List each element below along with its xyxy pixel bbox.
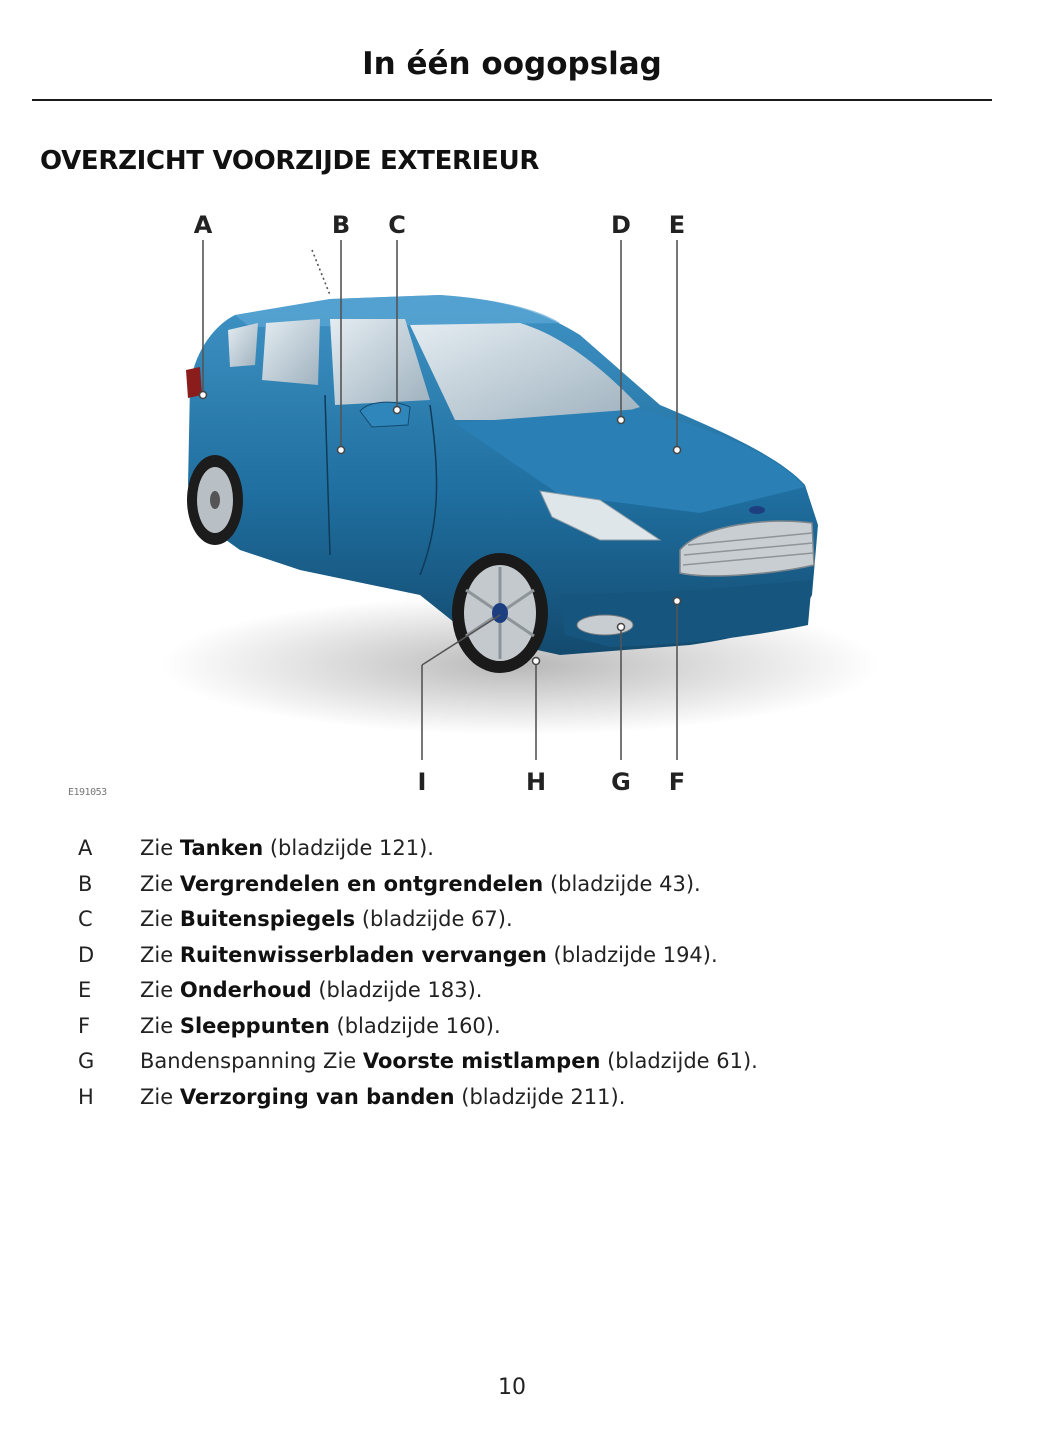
header-rule bbox=[32, 99, 992, 101]
legend-item-f bbox=[0, 1014, 1056, 1044]
car-illustration bbox=[0, 195, 1056, 810]
rear-side-window bbox=[262, 319, 320, 385]
figure-label-f: F bbox=[668, 768, 686, 796]
figure-label-a: A bbox=[193, 211, 213, 239]
legend-item-g bbox=[0, 1049, 1056, 1079]
legend-link-ruitenwisserbladen[interactable]: Ruitenwisserbladen vervangen bbox=[179, 942, 547, 967]
page-number: 10 bbox=[498, 1375, 526, 1400]
figure-label-g: G bbox=[611, 768, 631, 796]
legend-item-c bbox=[0, 907, 1056, 937]
figure-id: E191053 bbox=[68, 787, 107, 798]
figure-label-h: H bbox=[525, 768, 547, 796]
legend-text: Zie Ruitenwisserbladen vervangen (bladzijde 194). bbox=[140, 942, 718, 967]
legend-text: Bandenspanning Zie Voorste mistlampen (bladzijde 61). bbox=[140, 1049, 758, 1073]
legend-text: Zie Sleeppunten (bladzijde 160). bbox=[140, 1013, 501, 1038]
legend-letter: A bbox=[78, 836, 93, 860]
legend-item-a bbox=[0, 836, 1056, 866]
figure-label-i: I bbox=[417, 768, 427, 796]
legend-link-sleeppunten[interactable]: Sleeppunten bbox=[179, 1013, 330, 1038]
legend-text: Zie Verzorging van banden (bladzijde 211). bbox=[140, 1084, 626, 1109]
legend-item-b bbox=[0, 872, 1056, 902]
legend-item-e bbox=[0, 978, 1056, 1008]
legend-letter: H bbox=[78, 1084, 94, 1109]
legend-text: Zie Buitenspiegels (bladzijde 67). bbox=[140, 907, 513, 931]
rear-quarter-window bbox=[228, 323, 258, 367]
figure-label-d: D bbox=[611, 211, 631, 239]
legend-text: Zie Tanken (bladzijde 121). bbox=[140, 836, 434, 860]
front-wheel bbox=[452, 553, 548, 673]
car-exterior-figure bbox=[0, 195, 1056, 810]
legend-letter: E bbox=[78, 978, 92, 1002]
rear-wheel bbox=[187, 455, 243, 545]
legend-link-onderhoud[interactable]: Onderhoud bbox=[179, 978, 312, 1002]
page-title: In één oogopslag bbox=[362, 46, 662, 82]
ford-logo-icon bbox=[749, 506, 765, 514]
legend-letter: D bbox=[78, 942, 95, 967]
legend-letter: B bbox=[78, 871, 93, 896]
legend-text: Zie Vergrendelen en ontgrendelen (bladzijde 43). bbox=[140, 871, 701, 896]
legend-item-h bbox=[0, 1085, 1056, 1115]
legend-letter: F bbox=[78, 1013, 91, 1038]
figure-label-b: B bbox=[331, 211, 351, 239]
legend-link-verzorging-banden[interactable]: Verzorging van banden bbox=[179, 1084, 455, 1109]
figure-label-e: E bbox=[668, 211, 686, 239]
legend-letter: C bbox=[78, 907, 93, 931]
legend-item-d bbox=[0, 943, 1056, 973]
legend-text: Zie Onderhoud (bladzijde 183). bbox=[140, 978, 483, 1002]
figure-label-c: C bbox=[388, 211, 406, 239]
legend-link-tanken[interactable]: Tanken bbox=[179, 836, 264, 860]
legend-link-buitenspiegels[interactable]: Buitenspiegels bbox=[179, 907, 356, 931]
legend-link-vergrendelen[interactable]: Vergrendelen en ontgrendelen bbox=[179, 871, 544, 896]
section-title: OVERZICHT VOORZIJDE EXTERIEUR bbox=[40, 146, 540, 176]
legend-link-voorste-mistlampen[interactable]: Voorste mistlampen bbox=[362, 1049, 601, 1073]
legend-letter: G bbox=[78, 1049, 95, 1073]
